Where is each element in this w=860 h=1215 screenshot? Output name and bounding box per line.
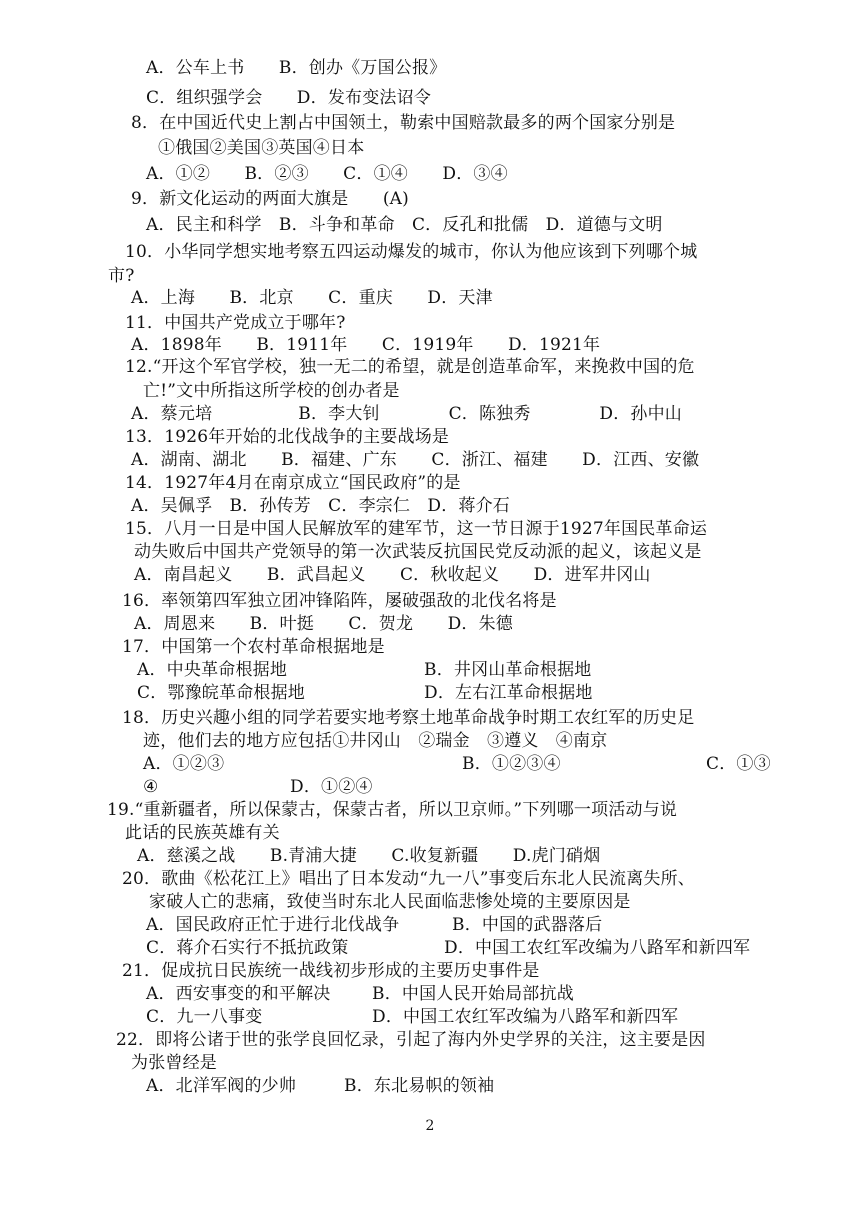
text-line: A．民主和科学 B．斗争和革命 C．反孔和批儒 D．道德与文明 [146, 215, 663, 235]
text-line: A．①② B．②③ C．①④ D．③④ [146, 164, 508, 184]
text-line: A．慈溪之战 B.青浦大捷 C.收复新疆 D.虎门硝烟 [137, 846, 601, 866]
text-line: A．湖南、湖北 B．福建、广东 C．浙江、福建 D．江西、安徽 [131, 450, 700, 470]
text-line: 13．1926年开始的北伐战争的主要战场是 [125, 427, 450, 447]
text-line: A．上海 B．北京 C．重庆 D．天津 [131, 288, 493, 308]
text-line: 9．新文化运动的两面大旗是 (A) [131, 189, 409, 209]
text-line: A．蔡元培 B．李大钊 C．陈独秀 D．孙中山 [131, 404, 683, 424]
text-line: B．中国人民开始局部抗战 [372, 984, 574, 1004]
text-line: A．公车上书 B．创办《万国公报》 [146, 58, 447, 78]
text-line: 此话的民族英雄有关 [125, 823, 280, 843]
text-line: D．中国工农红军改编为八路军和新四军 [372, 1007, 679, 1027]
text-line: D．中国工农红军改编为八路军和新四军 [444, 938, 751, 958]
text-line: A．南昌起义 B．武昌起义 C．秋收起义 D．进军井冈山 [134, 565, 651, 585]
text-line: B．井冈山革命根据地 [424, 660, 592, 680]
text-line: 动失败后中国共产党领导的第一次武装反抗国民党反动派的起义，该起义是 [134, 542, 702, 562]
text-line: 15．八月一日是中国人民解放军的建军节，这一节日源于1927年国民革命运 [125, 519, 708, 539]
text-line: C．①③ [706, 754, 771, 774]
text-line: A．国民政府正忙于进行北伐战争 [146, 915, 400, 935]
text-line: 8．在中国近代史上割占中国领土，勒索中国赔款最多的两个国家分别是 [131, 113, 676, 133]
text-line: B．①②③④ [462, 754, 561, 774]
text-line: 市? [108, 266, 135, 286]
text-line: 12.“开这个军官学校，独一无二的希望，就是创造革命军，来挽救中国的危 [125, 357, 695, 377]
text-line: A．①②③ [143, 754, 225, 774]
text-line: 家破人亡的悲痛，致使当时东北人民面临悲惨处境的主要原因是 [149, 892, 631, 912]
text-line: D．左右江革命根据地 [424, 683, 593, 703]
text-line: 迹，他们去的地方应包括①井冈山 ②瑞金 ③遵义 ④南京 [143, 731, 608, 751]
text-line: C．九一八事变 [146, 1007, 263, 1027]
text-line: D．①②④ [290, 777, 373, 797]
text-line: 14．1927年4月在南京成立“国民政府”的是 [125, 473, 461, 493]
text-line: 11．中国共产党成立于哪年? [125, 313, 346, 333]
text-line: 为张曾经是 [131, 1053, 217, 1073]
text-line: A．中央革命根据地 [137, 660, 288, 680]
text-line: ①俄国②美国③英国④日本 [158, 138, 365, 158]
page-number: 2 [425, 1118, 435, 1134]
text-line: C．组织强学会 D．发布变法诏令 [146, 88, 432, 108]
text-line: B．东北易帜的领袖 [344, 1076, 495, 1096]
text-line: 18．历史兴趣小组的同学若要实地考察土地革命战争时期工农红军的历史足 [122, 708, 695, 728]
text-line: A．吴佩孚 B．孙传芳 C．李宗仁 D．蒋介石 [131, 496, 511, 516]
text-line: C．鄂豫皖革命根据地 [137, 683, 306, 703]
text-line: A．西安事变的和平解决 [146, 984, 331, 1004]
text-line: 10．小华同学想实地考察五四运动爆发的城市，你认为他应该到下列哪个城 [125, 242, 698, 262]
text-line: 亡!”文中所指这所学校的创办者是 [143, 381, 400, 401]
text-line: ④ [143, 777, 159, 797]
text-line: C．蒋介石实行不抵抗政策 [146, 938, 349, 958]
text-line: A．1898年 B．1911年 C．1919年 D．1921年 [131, 335, 601, 355]
text-line: B．中国的武器落后 [452, 915, 603, 935]
text-line: 19.“重新疆者，所以保蒙古，保蒙古者，所以卫京师。”下列哪一项活动与说 [107, 800, 678, 820]
text-line: 17．中国第一个农村革命根据地是 [122, 637, 385, 657]
text-line: A．周恩来 B．叶挺 C．贺龙 D．朱德 [134, 614, 514, 634]
text-line: 20．歌曲《松花江上》唱出了日本发动“九一八”事变后东北人民流离失所、 [122, 869, 696, 889]
text-line: A．北洋军阀的少帅 [146, 1076, 297, 1096]
text-line: 16．率领第四军独立团冲锋陷阵，屡破强敌的北伐名将是 [122, 591, 557, 611]
text-line: 21．促成抗日民族统一战线初步形成的主要历史事件是 [122, 961, 540, 981]
text-line: 22．即将公诸于世的张学良回忆录，引起了海内外史学界的关注，这主要是因 [116, 1030, 706, 1050]
